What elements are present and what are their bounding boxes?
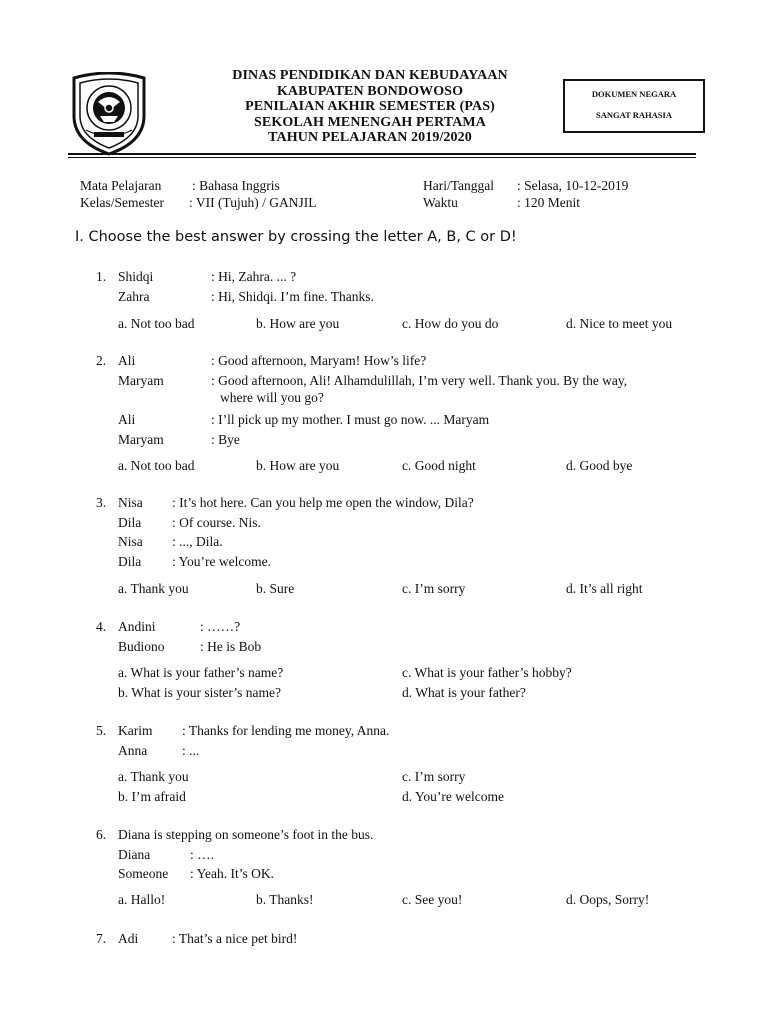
question-number: 1.	[96, 269, 107, 284]
speaker-name: Andini	[118, 619, 156, 634]
speaker-name: Ali	[118, 412, 136, 427]
dialogue-text: : He is Bob	[200, 639, 262, 654]
speaker-name: Karim	[118, 723, 153, 738]
classification-line-1: DOKUMEN NEGARA	[591, 89, 677, 99]
answer-option: a. Not too bad	[118, 316, 195, 331]
answer-option: a. Hallo!	[118, 892, 166, 907]
day-label: Hari/Tanggal	[423, 178, 495, 193]
dialogue-text: : Hi, Shidqi. I’m fine. Thanks.	[211, 289, 374, 304]
dialogue-text: : ...	[182, 743, 200, 758]
time-value: : 120 Menit	[517, 195, 580, 210]
header-divider-top	[68, 153, 696, 155]
answer-option: a. Thank you	[118, 769, 189, 784]
header-line-regency: KABUPATEN BONDOWOSO	[276, 83, 464, 99]
answer-option: d. Nice to meet you	[566, 316, 673, 331]
header-line-year: TAHUN PELAJARAN 2019/2020	[268, 130, 472, 145]
section-title: I. Choose the best answer by crossing the letter A, B, C or D!	[75, 229, 517, 245]
dialogue-text: : ..., Dila.	[172, 534, 223, 549]
class-label: Kelas/Semester	[80, 195, 164, 210]
speaker-name: Dila	[118, 515, 142, 530]
speaker-name: Nisa	[118, 534, 143, 549]
dialogue-text: : Good afternoon, Ali! Alhamdulillah, I’m very well. Thank you. By the way,	[211, 373, 628, 388]
answer-option: b. Sure	[256, 581, 295, 596]
header-line-agency: DINAS PENDIDIKAN DAN KEBUDAYAAN	[232, 68, 508, 83]
answer-option: a. Not too bad	[118, 458, 195, 473]
dialogue-text: : Hi, Zahra. ... ?	[211, 269, 297, 284]
dialogue-text: : You’re welcome.	[172, 554, 271, 569]
classification-box	[563, 79, 705, 133]
dialogue-text: : That’s a nice pet bird!	[172, 931, 298, 946]
speaker-name: Adi	[118, 931, 139, 946]
answer-option: c. What is your father’s hobby?	[402, 665, 572, 680]
speaker-name: Maryam	[118, 432, 164, 447]
answer-option: c. Good night	[402, 458, 476, 473]
dialogue-text: where will you go?	[220, 390, 324, 405]
speaker-name: Ali	[118, 353, 136, 368]
header-divider-bottom	[68, 157, 696, 158]
time-label: Waktu	[423, 195, 458, 210]
bondowoso-emblem-logo	[70, 72, 148, 156]
question-number: 7.	[96, 931, 107, 946]
dialogue-text: : Good afternoon, Maryam! How’s life?	[211, 353, 427, 368]
classification-line-2: SANGAT RAHASIA	[596, 110, 672, 120]
answer-option: d. Good bye	[566, 458, 633, 473]
subject-value: : Bahasa Inggris	[192, 178, 280, 193]
answer-option: c. See you!	[402, 892, 463, 907]
speaker-name: Shidqi	[118, 269, 154, 284]
day-value: : Selasa, 10-12-2019	[517, 178, 629, 193]
answer-option: b. How are you	[256, 316, 340, 331]
speaker-name: Zahra	[118, 289, 150, 304]
answer-option: d. Oops, Sorry!	[566, 892, 650, 907]
speaker-name: Diana	[118, 847, 151, 862]
answer-option: c. How do you do	[402, 316, 499, 331]
question-number: 5.	[96, 723, 107, 738]
header-line-school: SEKOLAH MENENGAH PERTAMA	[254, 114, 486, 130]
dialogue-text: Diana is stepping on someone’s foot in the bus.	[118, 827, 374, 842]
header-line-exam: PENILAIAN AKHIR SEMESTER (PAS)	[245, 99, 495, 114]
question-number: 2.	[96, 353, 107, 368]
speaker-name: Nisa	[118, 495, 143, 510]
question-number: 6.	[96, 827, 107, 842]
answer-option: b. What is your sister’s name?	[118, 685, 281, 700]
dialogue-text: : Yeah. It’s OK.	[190, 866, 275, 881]
answer-option: b. I’m afraid	[118, 789, 186, 804]
answer-option: d. What is your father?	[402, 685, 526, 700]
speaker-name: Budiono	[118, 639, 165, 654]
speaker-name: Anna	[118, 743, 148, 758]
dialogue-text: : Thanks for lending me money, Anna.	[182, 723, 390, 738]
speaker-name: Maryam	[118, 373, 164, 388]
dialogue-text: : ….	[190, 847, 215, 862]
answer-option: b. How are you	[256, 458, 340, 473]
answer-option: a. Thank you	[118, 581, 189, 596]
speaker-name: Dila	[118, 554, 142, 569]
dialogue-text: : It’s hot here. Can you help me open the window, Dila?	[172, 495, 474, 510]
answer-option: a. What is your father’s name?	[118, 665, 284, 680]
answer-option: b. Thanks!	[256, 892, 314, 907]
answer-option: c. I’m sorry	[402, 769, 466, 784]
question-number: 4.	[96, 619, 107, 634]
class-value: : VII (Tujuh) / GANJIL	[189, 195, 317, 210]
dialogue-text: : Bye	[211, 432, 240, 447]
answer-option: d. You’re welcome	[402, 789, 504, 804]
subject-label: Mata Pelajaran	[80, 178, 162, 193]
dialogue-text: : Of course. Nis.	[172, 515, 261, 530]
answer-option: d. It’s all right	[566, 581, 643, 596]
dialogue-text: : I’ll pick up my mother. I must go now. ... Maryam	[211, 412, 490, 427]
speaker-name: Someone	[118, 866, 169, 881]
dialogue-text: : ……?	[200, 619, 241, 634]
document-header	[160, 68, 580, 146]
question-number: 3.	[96, 495, 107, 510]
answer-option: c. I’m sorry	[402, 581, 466, 596]
